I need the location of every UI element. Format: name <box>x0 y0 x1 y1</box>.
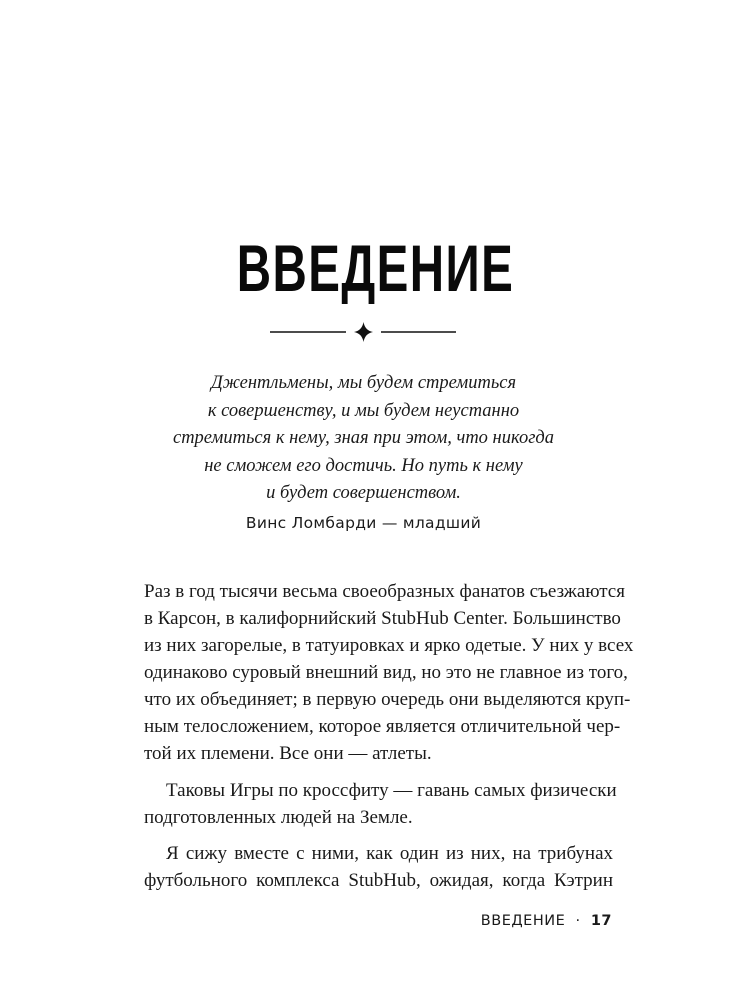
text-line: одинаково суровый внешний вид, но это не главное из того, <box>144 662 628 683</box>
epigraph-line: не сможем его достичь. Но путь к нему <box>204 455 523 476</box>
text-line: из них загорелые, в татуировках и ярко одетые. У них у всех <box>144 635 634 656</box>
text-line: в Карсон, в калифорнийский StubHub Center. Большинство <box>144 608 621 629</box>
text-line: ным телосложением, которое является отличительной чер- <box>144 716 621 737</box>
epigraph-line: к совершенству, и мы будем неустанно <box>207 400 520 421</box>
text-line: Я сижу вместе с ними, как один из них, на трибунах <box>166 843 613 864</box>
running-head: ВВЕДЕНИЕ <box>480 913 566 929</box>
epigraph-attribution: Винс Ломбарди — младший <box>245 514 482 532</box>
page-number: 17 <box>590 913 612 929</box>
page-footer <box>481 913 612 929</box>
ornament-divider <box>0 322 751 342</box>
chapter-title: ВВЕДЕНИЕ <box>236 231 515 305</box>
epigraph <box>0 370 727 508</box>
text-line: футбольного комплекса StubHub, ожидая, когда Кэтрин <box>144 870 613 891</box>
epigraph-line: стремиться к нему, зная при этом, что никогда <box>172 428 555 448</box>
text-line: той их племени. Все они — атлеты. <box>144 743 432 764</box>
paragraph <box>144 578 634 767</box>
four-point-star-icon <box>354 322 373 342</box>
epigraph-line: и будет совершенством. <box>266 483 461 503</box>
text-line: Раз в год тысячи весьма своеобразных фанатов съезжаются <box>144 581 625 602</box>
epigraph-line: Джентльмены, мы будем стремиться <box>210 373 517 393</box>
separator: · <box>575 913 581 929</box>
text-line: подготовленных людей на Земле. <box>144 807 413 828</box>
text-line: что их объединяет; в первую очередь они выделяются круп- <box>144 689 631 710</box>
paragraph <box>144 840 613 894</box>
text-line: Таковы Игры по кроссфиту — гавань самых физически <box>166 780 617 801</box>
paragraph <box>144 777 617 831</box>
